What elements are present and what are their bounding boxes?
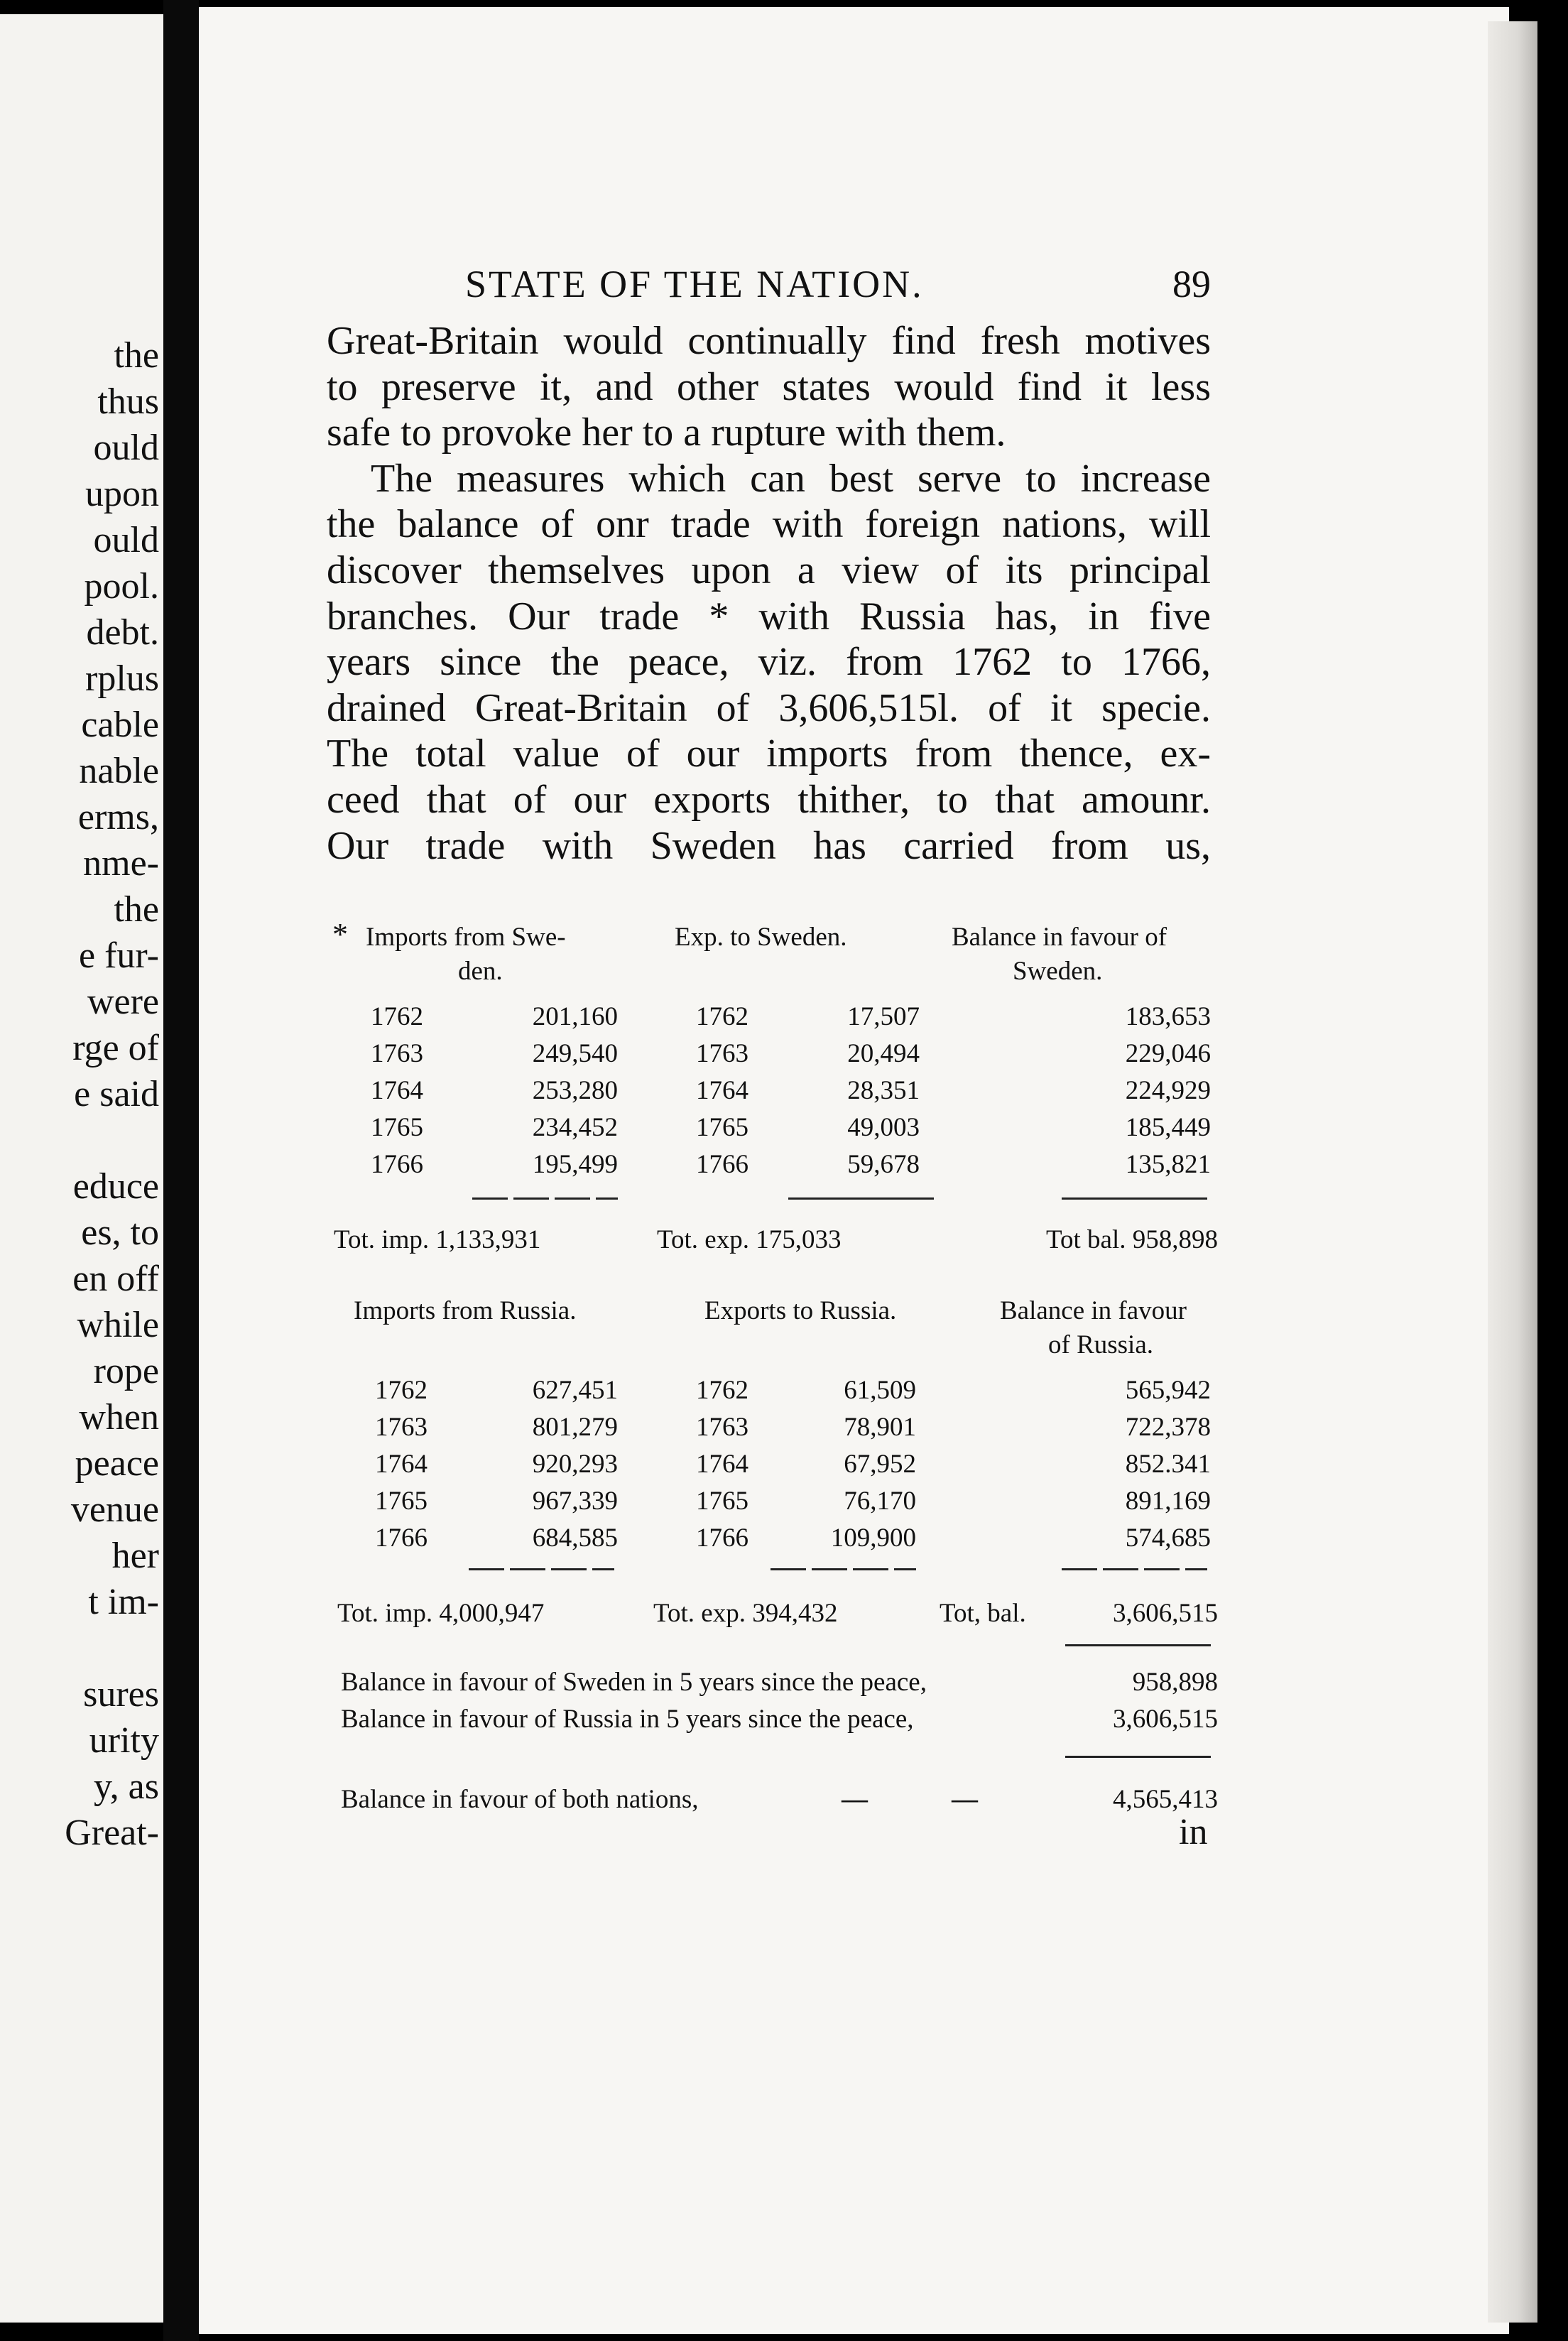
facing-page-text: the <box>114 889 159 930</box>
total-imports: Tot. imp. 1,133,931 <box>334 1225 541 1254</box>
export-year: 1765 <box>696 1487 748 1516</box>
import-value: 201,160 <box>532 1002 618 1031</box>
facing-page-text: nme- <box>83 843 159 884</box>
column-header-imports: Imports from Swe- <box>366 923 566 952</box>
text-line: discover themselves upon a view of its principal <box>327 548 1211 592</box>
page-number: 89 <box>1172 263 1211 305</box>
facing-page-text: rplus <box>85 658 159 699</box>
import-value: 249,540 <box>532 1039 618 1068</box>
column-header-exports: Exp. to Sweden. <box>675 923 847 952</box>
import-year: 1765 <box>371 1113 423 1142</box>
summary-value-sweden: 958,898 <box>1132 1668 1218 1697</box>
summary-label-sweden: Balance in favour of Sweden in 5 years since the peace, <box>341 1668 927 1697</box>
facing-page-text: rope <box>93 1351 159 1391</box>
column-header-exports: Exports to Russia. <box>704 1296 897 1325</box>
facing-page-text: debt. <box>86 612 159 653</box>
russia-trade-table <box>327 1294 1211 1614</box>
export-year: 1763 <box>696 1039 748 1068</box>
balance-value: 185,449 <box>1125 1113 1211 1142</box>
facing-page-text: pool. <box>84 566 159 607</box>
sum-rule <box>472 1197 618 1200</box>
total-balance: 3,606,515 <box>1113 1599 1218 1628</box>
facing-page-text: her <box>111 1536 159 1576</box>
sum-rule <box>1062 1197 1207 1200</box>
grand-total-value: 4,565,413 <box>1113 1785 1218 1814</box>
dash: — <box>842 1785 868 1814</box>
import-year: 1764 <box>375 1450 428 1479</box>
sweden-totals-row <box>334 1223 1218 1259</box>
facing-page-text: urity <box>89 1720 159 1761</box>
facing-page-text: ould <box>93 520 159 560</box>
facing-page-text: educe <box>72 1166 159 1207</box>
facing-page-text: ould <box>93 428 159 468</box>
summary-label-russia: Balance in favour of Russia in 5 years since the peace, <box>341 1705 914 1734</box>
export-year: 1764 <box>696 1450 748 1479</box>
export-year: 1764 <box>696 1076 748 1105</box>
import-value: 234,452 <box>532 1113 618 1142</box>
facing-page-text: sures <box>83 1674 159 1715</box>
text-line: The measures which can best serve to increase <box>371 456 1211 501</box>
column-header-balance-cont: of Russia. <box>1048 1330 1153 1359</box>
export-value: 67,952 <box>844 1450 916 1479</box>
total-balance-label: Tot, bal. <box>940 1599 1026 1628</box>
catchword: in <box>1179 1812 1208 1852</box>
balance-value: 891,169 <box>1125 1487 1211 1516</box>
page-edge <box>1488 21 1537 2323</box>
column-header-balance: Balance in favour <box>1000 1296 1187 1325</box>
balance-value: 852.341 <box>1125 1450 1211 1479</box>
facing-page-text: cable <box>81 705 159 745</box>
import-value: 627,451 <box>532 1376 618 1405</box>
column-header-balance: Balance in favour of <box>952 923 1167 952</box>
export-year: 1762 <box>696 1376 748 1405</box>
text-line: safe to provoke her to a rupture with them. <box>327 411 1006 455</box>
text-line: years since the peace, viz. from 1762 to 1766, <box>327 640 1211 685</box>
text-line: to preserve it, and other states would find it less <box>327 364 1211 409</box>
export-value: 109,900 <box>830 1523 916 1553</box>
export-year: 1762 <box>696 1002 748 1031</box>
text-line: Great-Britain would continually find fresh motives <box>327 319 1211 363</box>
import-year: 1762 <box>375 1376 428 1405</box>
sweden-trade-table <box>327 917 1211 1261</box>
facing-page-text: t im- <box>88 1582 159 1622</box>
import-value: 801,279 <box>532 1413 618 1442</box>
summary-block <box>341 1666 1218 1744</box>
column-header-imports: Imports from Russia. <box>354 1296 577 1325</box>
facing-page-text: es, to <box>81 1212 159 1253</box>
import-year: 1763 <box>375 1413 428 1442</box>
facing-page-text: Great- <box>65 1813 159 1853</box>
running-title: STATE OF THE NATION. <box>465 263 924 305</box>
column-header-balance-cont: Sweden. <box>1013 957 1103 986</box>
import-year: 1762 <box>371 1002 423 1031</box>
facing-page-text: the <box>114 335 159 376</box>
export-value: 59,678 <box>847 1150 920 1179</box>
total-exports: Tot. exp. 175,033 <box>657 1225 842 1254</box>
facing-page-text: erms, <box>77 797 159 837</box>
dash: — <box>952 1785 978 1814</box>
total-balance: Tot bal. 958,898 <box>1046 1225 1218 1254</box>
facing-page-text: were <box>87 982 159 1022</box>
balance-value: 183,653 <box>1125 1002 1211 1031</box>
facing-page-text: while <box>77 1305 159 1345</box>
grand-total-row <box>341 1783 1218 1818</box>
export-value: 17,507 <box>847 1002 920 1031</box>
export-value: 28,351 <box>847 1076 920 1105</box>
sum-rule <box>1065 1756 1211 1758</box>
facing-page-text: nable <box>79 751 159 791</box>
facing-page-text: rge of <box>72 1028 159 1068</box>
facing-page-text: e fur- <box>79 935 159 976</box>
facing-page-text: y, as <box>94 1766 159 1807</box>
import-year: 1765 <box>375 1487 428 1516</box>
body-text <box>327 318 1211 869</box>
russia-totals-row <box>337 1597 1218 1632</box>
text-line: drained Great-Britain of 3,606,515l. of it specie. <box>327 685 1211 730</box>
text-line: Our trade with Sweden has carried from us, <box>327 823 1211 868</box>
facing-page-fragment <box>0 14 163 2323</box>
facing-page-text: venue <box>70 1489 159 1530</box>
book-gutter <box>163 0 199 2341</box>
import-year: 1763 <box>371 1039 423 1068</box>
footnote-mark: * <box>332 917 348 952</box>
import-value: 684,585 <box>532 1523 618 1553</box>
facing-page-text: peace <box>75 1443 159 1484</box>
text-line: branches. Our trade * with Russia has, in five <box>327 594 1211 639</box>
text-line: ceed that of our exports thither, to that amounr. <box>327 777 1211 822</box>
total-imports: Tot. imp. 4,000,947 <box>337 1599 545 1628</box>
balance-value: 565,942 <box>1125 1376 1211 1405</box>
export-year: 1766 <box>696 1523 748 1553</box>
text-line: The total value of our imports from thence, ex- <box>327 732 1211 776</box>
facing-page-text: upon <box>85 474 159 514</box>
balance-value: 722,378 <box>1125 1413 1211 1442</box>
import-value: 195,499 <box>532 1150 618 1179</box>
import-year: 1766 <box>375 1523 428 1553</box>
export-value: 61,509 <box>844 1376 916 1405</box>
grand-total-label: Balance in favour of both nations, <box>341 1785 699 1814</box>
balance-value: 574,685 <box>1125 1523 1211 1553</box>
export-value: 76,170 <box>844 1487 916 1516</box>
import-value: 253,280 <box>532 1076 618 1105</box>
sum-rule <box>469 1568 614 1570</box>
sum-rule <box>1062 1568 1207 1570</box>
facing-page-text: thus <box>97 381 159 422</box>
balance-value: 135,821 <box>1125 1150 1211 1179</box>
balance-value: 229,046 <box>1125 1039 1211 1068</box>
sum-rule <box>1065 1644 1211 1646</box>
total-exports: Tot. exp. 394,432 <box>653 1599 838 1628</box>
facing-page-text: e said <box>74 1074 159 1114</box>
import-value: 967,339 <box>532 1487 618 1516</box>
balance-value: 224,929 <box>1125 1076 1211 1105</box>
column-header-imports-cont: den. <box>458 957 503 986</box>
import-year: 1766 <box>371 1150 423 1179</box>
export-value: 20,494 <box>847 1039 920 1068</box>
export-year: 1765 <box>696 1113 748 1142</box>
text-line: the balance of onr trade with foreign nations, will <box>327 502 1211 547</box>
export-year: 1763 <box>696 1413 748 1442</box>
facing-page-text: when <box>79 1397 159 1438</box>
export-year: 1766 <box>696 1150 748 1179</box>
facing-page-text: en off <box>72 1259 159 1299</box>
export-value: 49,003 <box>847 1113 920 1142</box>
sum-rule <box>788 1197 934 1200</box>
import-value: 920,293 <box>532 1450 618 1479</box>
sum-rule <box>771 1568 916 1570</box>
summary-value-russia: 3,606,515 <box>1113 1705 1218 1734</box>
import-year: 1764 <box>371 1076 423 1105</box>
export-value: 78,901 <box>844 1413 916 1442</box>
